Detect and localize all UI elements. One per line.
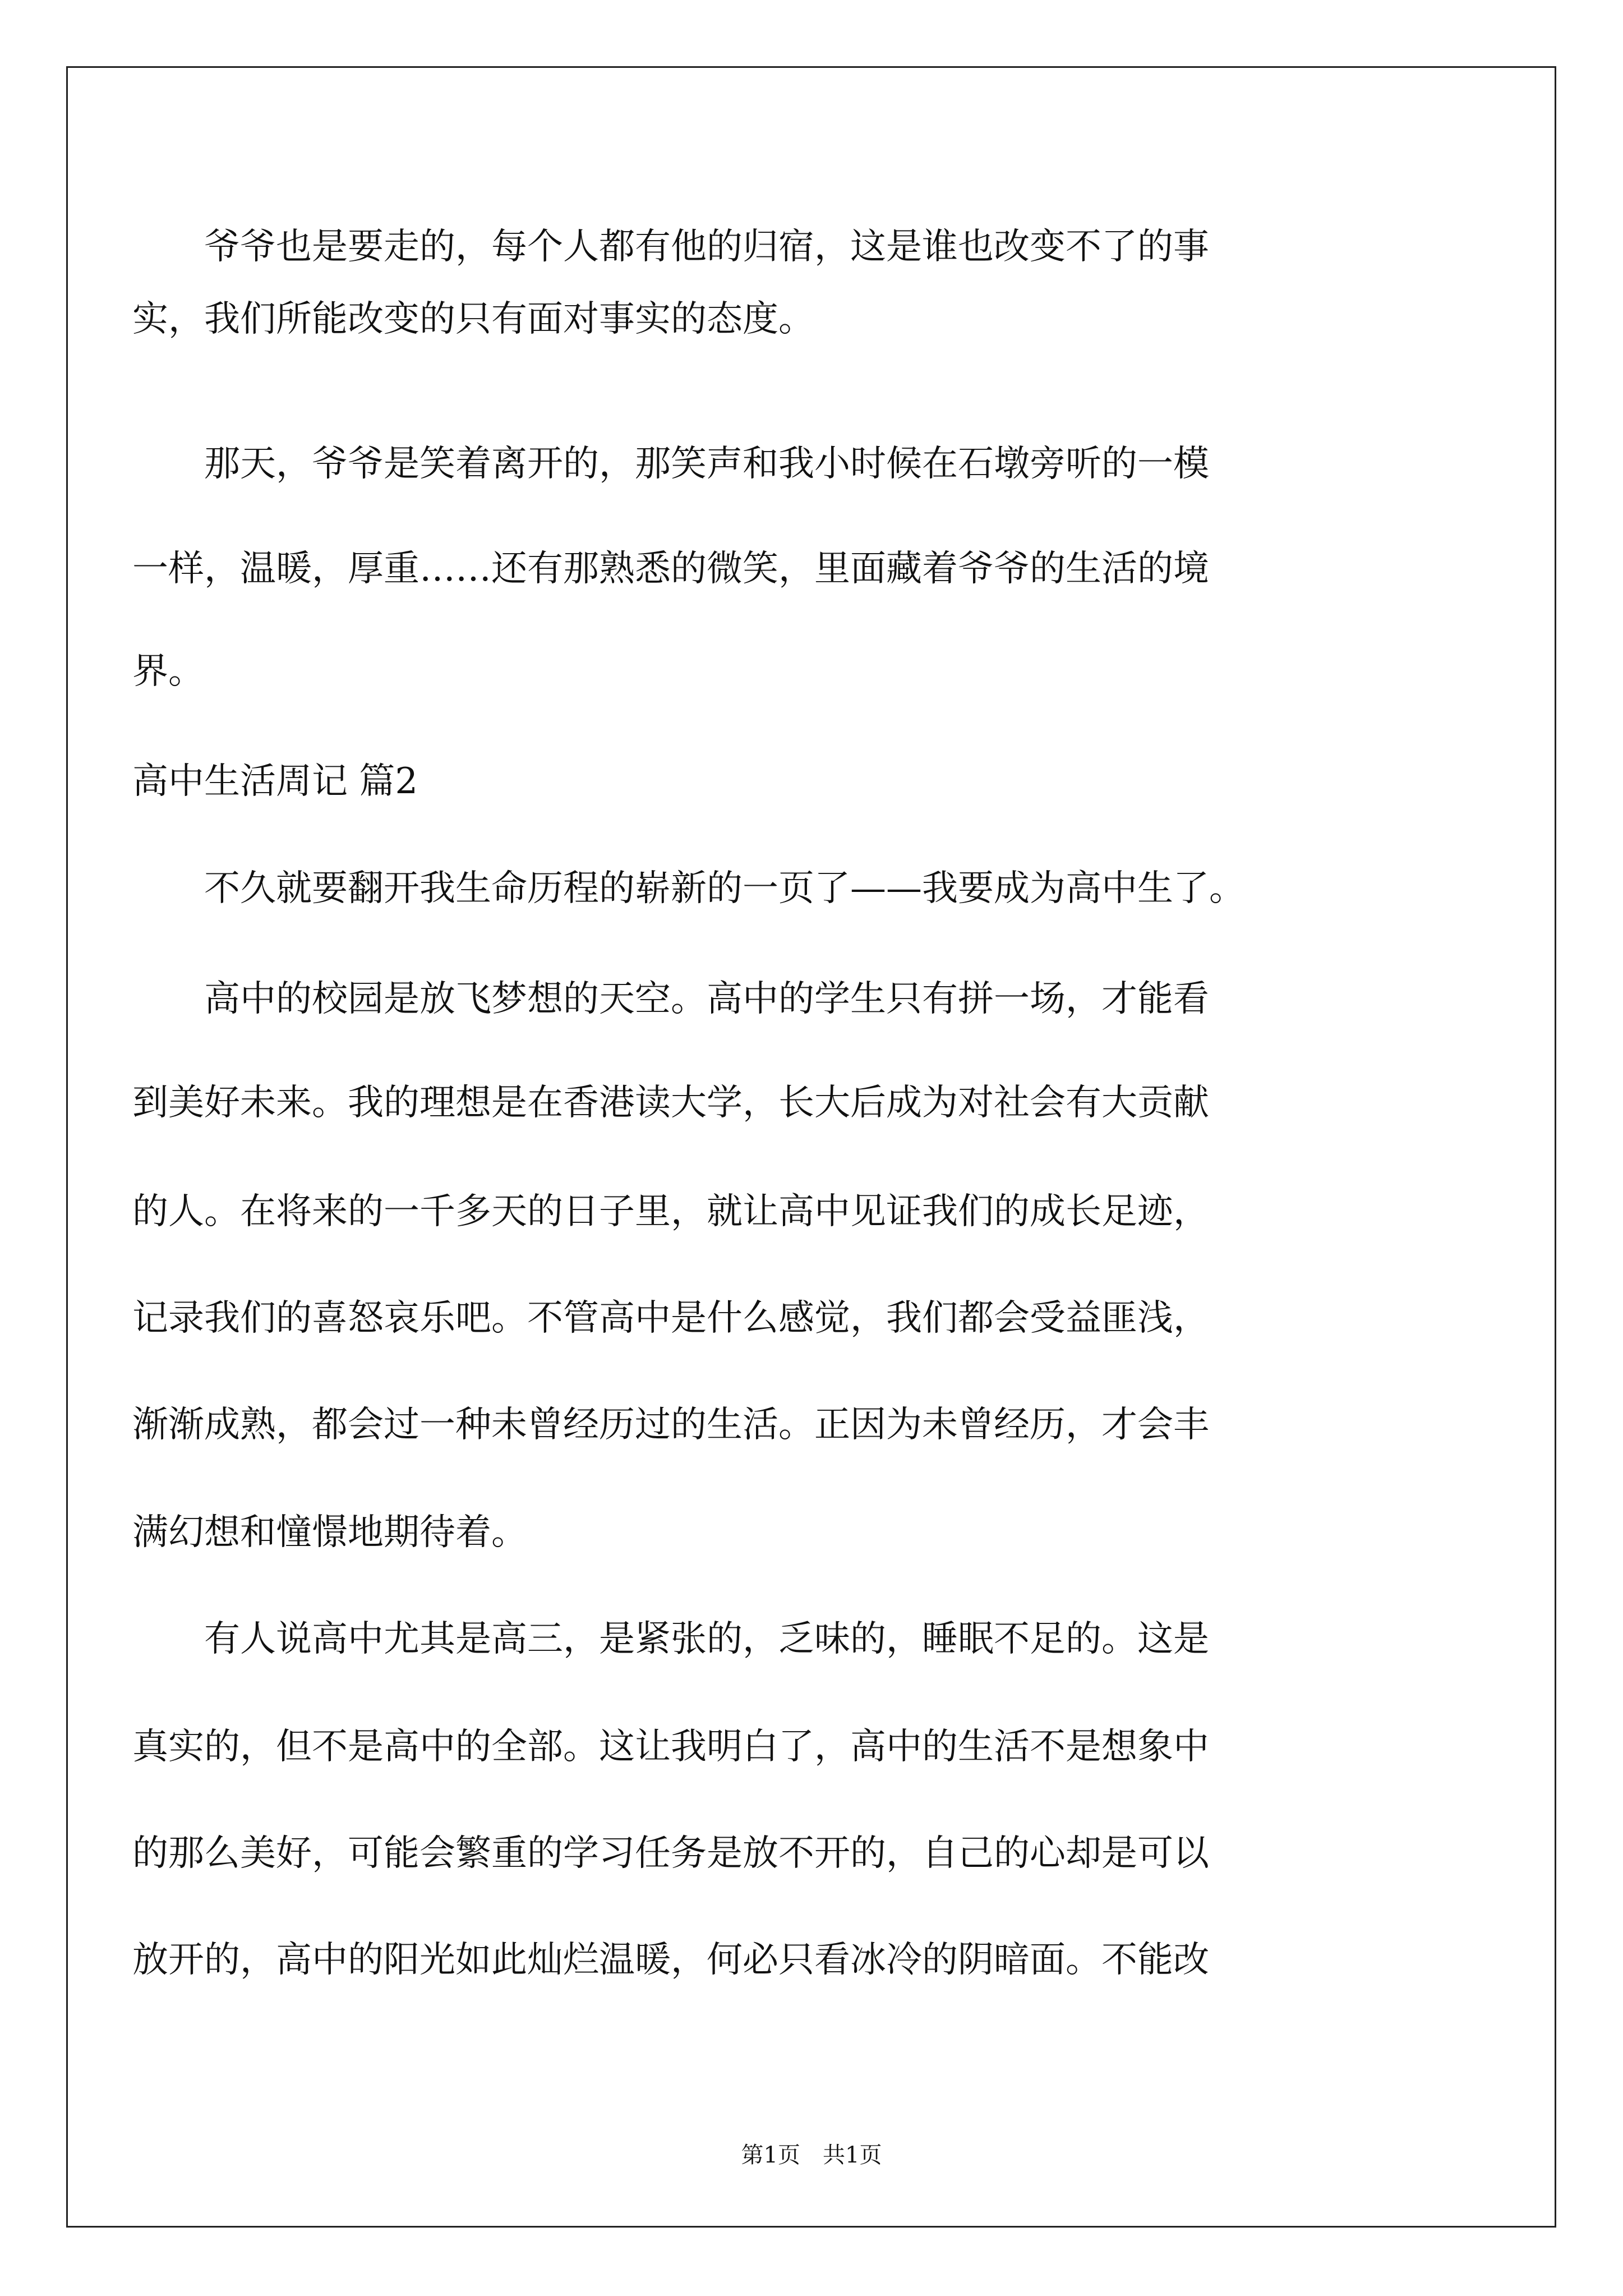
text-line: 界。 (132, 651, 204, 692)
text-line: 到美好未来。我的理想是在香港读大学，长大后成为对社会有大贡献 (132, 1082, 1209, 1124)
text-line: 渐渐成熟，都会过一种未曾经历过的生活。正因为未曾经历，才会丰 (132, 1404, 1209, 1446)
section-heading: 高中生活周记 篇2 (132, 761, 418, 802)
text-line: 真实的，但不是高中的全部。这让我明白了，高中的生活不是想象中 (132, 1726, 1209, 1768)
text-line: 那天，爷爷是笑着离开的，那笑声和我小时候在石墩旁听的一模 (132, 443, 1209, 485)
text-line: 爷爷也是要走的，每个人都有他的归宿，这是谁也改变不了的事 (132, 226, 1209, 268)
page-border (66, 66, 1556, 2228)
text-line: 满幻想和憧憬地期待着。 (132, 1512, 527, 1553)
text-line: 实，我们所能改变的只有面对事实的态度。 (132, 298, 814, 340)
text-line: 的那么美好，可能会繁重的学习任务是放不开的，自己的心却是可以 (132, 1833, 1209, 1874)
text-line: 一样，温暖，厚重……还有那熟悉的微笑，里面藏着爷爷的生活的境 (132, 548, 1209, 590)
text-line: 有人说高中尤其是高三，是紧张的，乏味的，睡眠不足的。这是 (132, 1618, 1209, 1660)
text-line: 记录我们的喜怒哀乐吧。不管高中是什么感觉，我们都会受益匪浅， (132, 1297, 1209, 1339)
text-line: 高中的校园是放飞梦想的天空。高中的学生只有拼一场，才能看 (132, 978, 1209, 1020)
text-line: 不久就要翻开我生命历程的崭新的一页了——我要成为高中生了。 (132, 868, 1245, 909)
text-line: 的人。在将来的一千多天的日子里，就让高中见证我们的成长足迹， (132, 1191, 1209, 1232)
page-number-footer: 第1页 共1页 (741, 2142, 882, 2168)
text-line: 放开的，高中的阳光如此灿烂温暖，何必只看冰冷的阴暗面。不能改 (132, 1939, 1209, 1981)
